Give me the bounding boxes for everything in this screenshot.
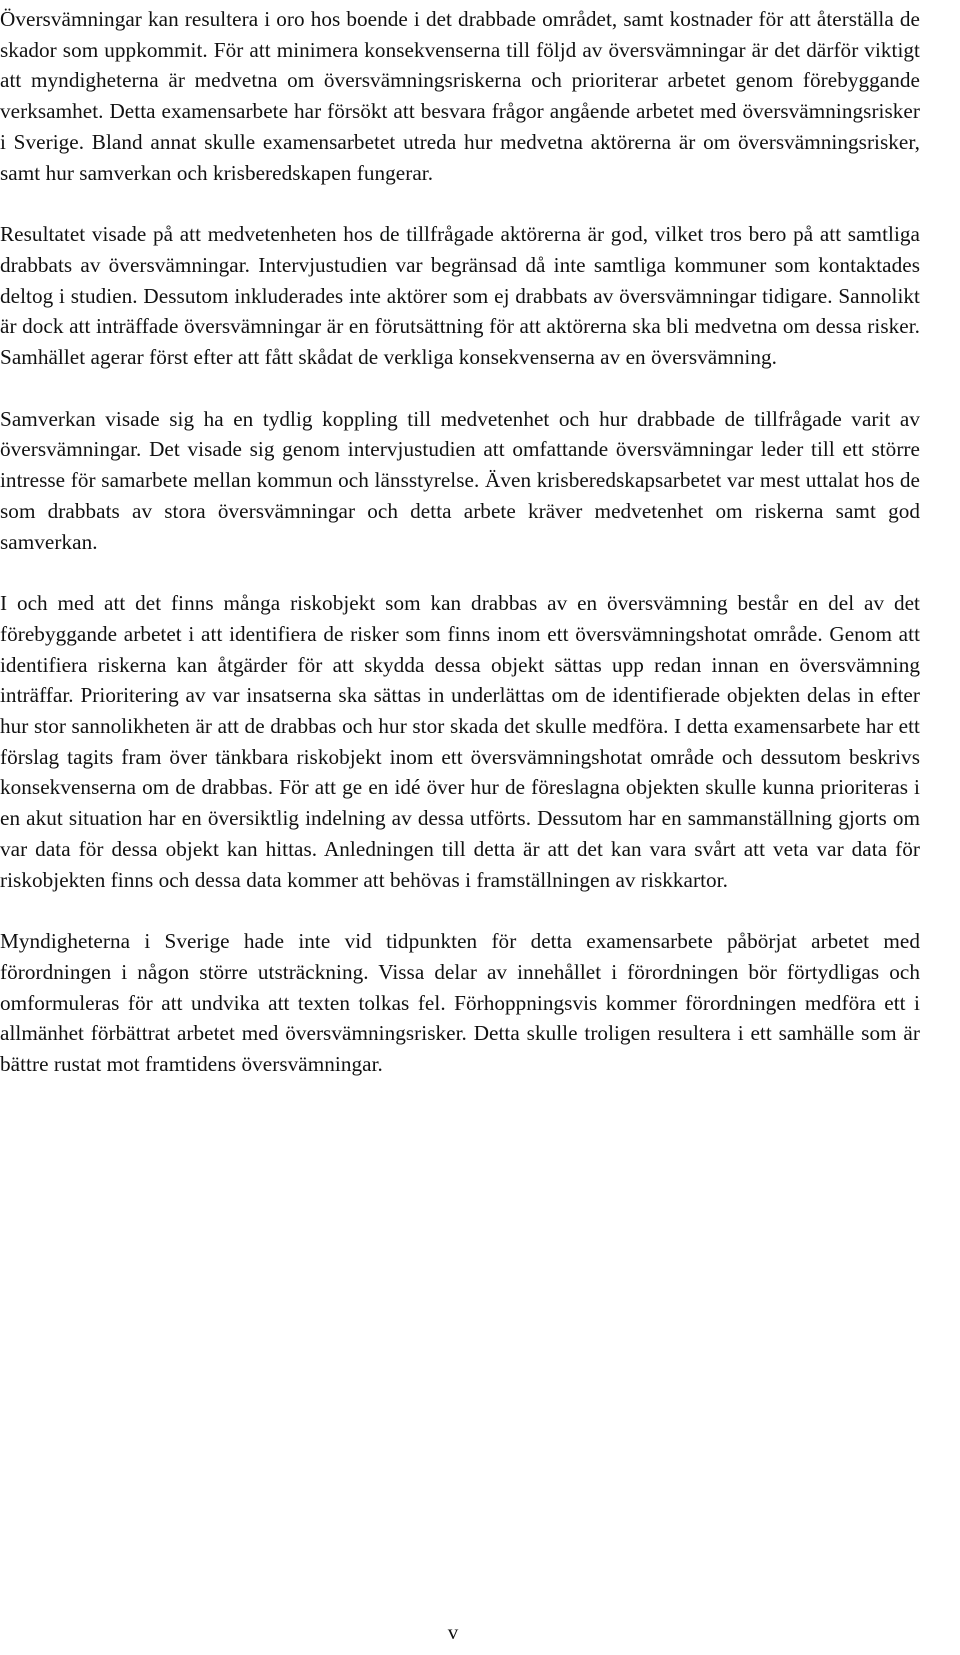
paragraph-4: I och med att det finns många riskobjekt som kan drabbas av en översvämning består en del av det förebyggande arbetet i att identifiera de risker som finns inom ett översvämningshotat område. Genom att identifiera riskerna kan åtgärder för att skydda dessa objekt sättas upp redan innan en översvämning inträffar. Prioritering av var insatserna ska sättas in underlättas om de identifierade objekten delas in efter hur stor sannolikheten är att de drabbas och hur stor skada det skulle medföra. I detta examensarbete har ett förslag tagits fram över tänkbara riskobjekt inom ett översvämningshotat område och dessutom beskrivs konsekvenserna om de drabbas. För att ge en idé över hur de föreslagna objekten skulle kunna prioriteras i en akut situation har en översiktlig indelning av dessa utförts. Dessutom har en sammanställning gjorts om var data för dessa objekt kan hittas. Anledningen till detta är att det kan vara svårt att veta var data för riskobjekten finns och dessa data kommer att behövas i framställningen av riskkartor.	[0, 591, 920, 892]
paragraph-3: Samverkan visade sig ha en tydlig koppling till medvetenhet och hur drabbade de tillfrågade varit av översvämningar. Det visade sig genom intervjustudien att omfattande översvämningar leder till ett större intresse för samarbete mellan kommun och länsstyrelse. Även krisberedskapsarbetet var mest uttalat hos de som drabbats av stora översvämningar och detta arbete kräver medvetenhet om riskerna samt god samverkan.	[0, 406, 920, 554]
paragraph-1: Översvämningar kan resultera i oro hos boende i det drabbade området, samt kostnader för att återställa de skador som uppkommit. För att minimera konsekvenserna till följd av översvämningar är det därför viktigt att myndigheterna är medvetna om översvämningsriskerna och prioriterar arbetet genom förebyggande verksamhet. Detta examensarbete har försökt att besvara frågor angående arbetet med översvämningsrisker i Sverige. Bland annat skulle examensarbetet utreda hur medvetna aktörerna är om översvämningsrisker, samt hur samverkan och krisberedskapen fungerar.	[0, 7, 920, 185]
page-number: v	[447, 1620, 459, 1644]
paragraph-2: Resultatet visade på att medvetenheten hos de tillfrågade aktörerna är god, vilket tros bero på att samtliga drabbats av översvämningar. Intervjustudien var begränsad då inte samtliga kommuner som kontaktades deltog i studien. Dessutom inkluderades inte aktörer som ej drabbats av översvämningar tidigare. Sannolikt är dock att inträffade översvämningar är en förutsättning för att aktörerna ska bli medvetna om dessa risker. Samhället agerar först efter att fått skådat de verkliga konsekvenserna av en översvämning.	[0, 222, 920, 370]
paragraph-5: Myndigheterna i Sverige hade inte vid tidpunkten för detta examensarbete påbörjat arbetet med förordningen i någon större utsträckning. Vissa delar av innehållet i förordningen bör förtydligas och omformuleras för att undvika att texten tolkas fel. Förhoppningsvis kommer förordningen medföra ett i allmänhet förbättrat arbetet med översvämningsrisker. Detta skulle troligen resultera i ett samhälle som är bättre rustat mot framtidens översvämningar.	[0, 929, 920, 1077]
